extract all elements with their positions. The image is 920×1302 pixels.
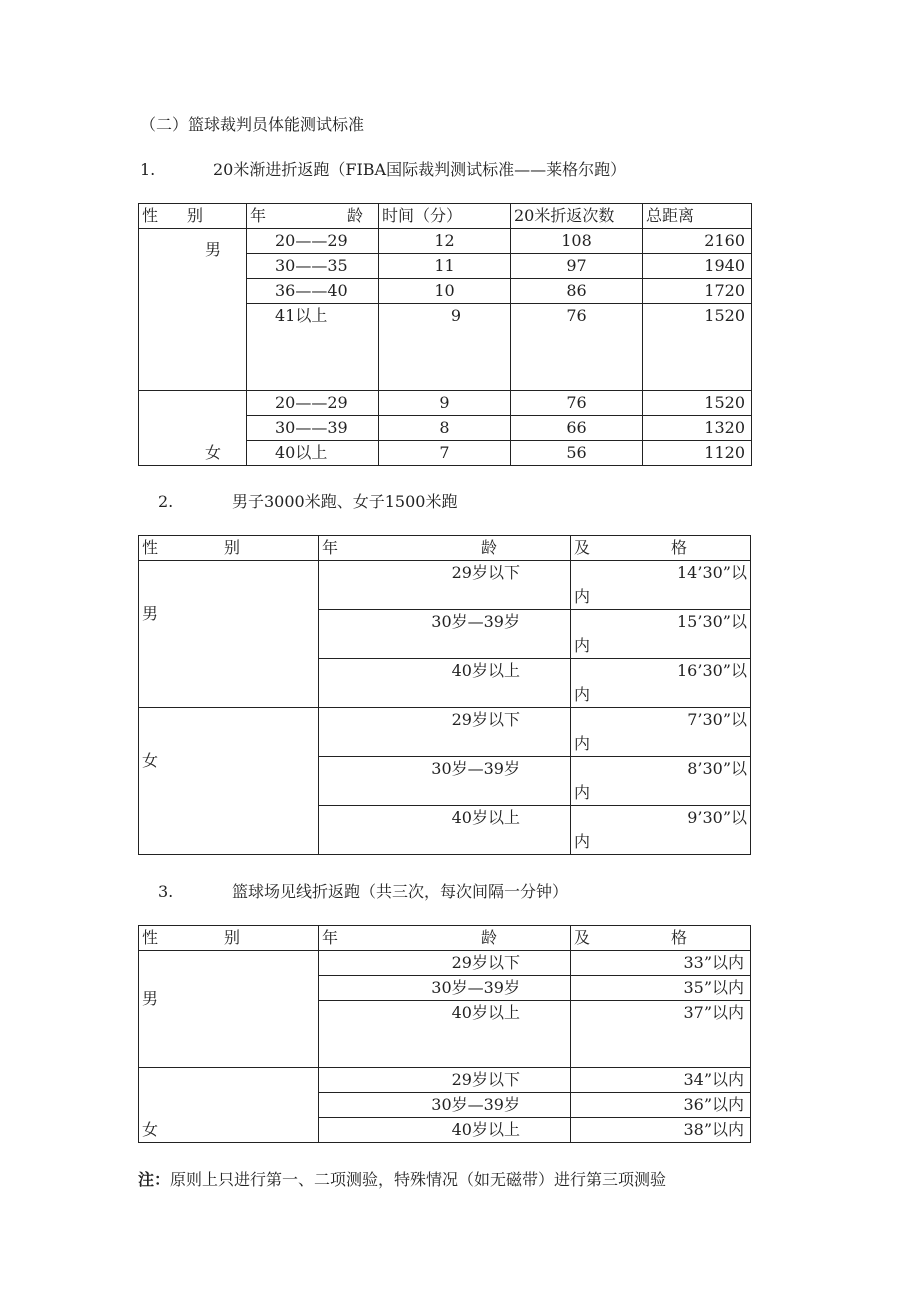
age-cell: 20——29 [247, 391, 379, 416]
header-gender: 性 别 [139, 536, 319, 561]
age-cell: 30岁—39岁 [319, 610, 571, 659]
table-row [139, 561, 751, 610]
age-cell: 40岁以上 [319, 659, 571, 708]
time-cell: 12 [379, 229, 511, 254]
table-row [139, 708, 751, 757]
distance-cell: 1940 [643, 254, 752, 279]
table-header-row [139, 204, 752, 229]
age-cell: 30——39 [247, 416, 379, 441]
age-cell: 29岁以下 [319, 1068, 571, 1093]
test-1-title: 20米渐进折返跑（FIBA国际裁判测试标准——莱格尔跑） [213, 160, 627, 179]
header-age: 年 龄 [247, 204, 379, 229]
test-3-number: 3. [158, 882, 174, 901]
test-1-number: 1. [140, 160, 156, 179]
age-cell: 40岁以上 [319, 1001, 571, 1068]
pass-cell: 16’30”以 内 [571, 659, 751, 708]
gender-cell-female: 女 [139, 391, 247, 466]
age-cell: 29岁以下 [319, 708, 571, 757]
age-cell: 30岁—39岁 [319, 976, 571, 1001]
table-row [139, 951, 751, 976]
shuttles-cell: 66 [511, 416, 643, 441]
age-cell: 40岁以上 [319, 806, 571, 855]
header-distance: 总距离 [643, 204, 752, 229]
age-cell: 30岁—39岁 [319, 757, 571, 806]
distance-cell: 1520 [643, 391, 752, 416]
pass-cell: 7’30”以 内 [571, 708, 751, 757]
age-cell: 40岁以上 [319, 1118, 571, 1143]
pass-cell: 37”以内 [571, 1001, 751, 1068]
time-cell: 8 [379, 416, 511, 441]
pass-cell: 14’30”以 内 [571, 561, 751, 610]
table-row [139, 229, 752, 254]
pass-cell: 35”以内 [571, 976, 751, 1001]
age-cell: 30——35 [247, 254, 379, 279]
gender-cell-female: 女 [139, 708, 319, 855]
header-pass: 及 格 [571, 536, 751, 561]
header-pass: 及 格 [571, 926, 751, 951]
gender-cell-female: 女 [139, 1068, 319, 1143]
footnote [138, 1170, 666, 1190]
pass-cell: 38”以内 [571, 1118, 751, 1143]
age-cell: 30岁—39岁 [319, 1093, 571, 1118]
table-row [139, 1068, 751, 1093]
shuttles-cell: 76 [511, 391, 643, 416]
shuttles-cell: 56 [511, 441, 643, 466]
footnote-text: 原则上只进行第一、二项测验，特殊情况（如无磁带）进行第三项测验 [170, 1170, 667, 1189]
pass-cell: 15’30”以 内 [571, 610, 751, 659]
table-header-row [139, 926, 751, 951]
age-cell: 40以上 [247, 441, 379, 466]
test-2-title: 男子3000米跑、女子1500米跑 [232, 492, 458, 511]
time-cell: 11 [379, 254, 511, 279]
distance-cell: 1720 [643, 279, 752, 304]
distance-cell: 2160 [643, 229, 752, 254]
header-age: 年 龄 [319, 536, 571, 561]
shuttles-cell: 86 [511, 279, 643, 304]
pass-cell: 34”以内 [571, 1068, 751, 1093]
gender-cell-male: 男 [139, 951, 319, 1068]
time-cell: 9 [379, 391, 511, 416]
table-header-row [139, 536, 751, 561]
test-2-number: 2. [158, 492, 174, 511]
section-title: （二）篮球裁判员体能测试标准 [140, 115, 365, 134]
header-gender: 性 别 [139, 204, 247, 229]
time-cell: 9 [379, 304, 511, 391]
pass-cell: 36”以内 [571, 1093, 751, 1118]
age-cell: 41以上 [247, 304, 379, 391]
footnote-label: 注： [138, 1170, 171, 1189]
shuttles-cell: 108 [511, 229, 643, 254]
test-2-table [138, 535, 751, 855]
gender-cell-male: 男 [139, 229, 247, 391]
distance-cell: 1120 [643, 441, 752, 466]
age-cell: 29岁以下 [319, 561, 571, 610]
pass-cell: 33”以内 [571, 951, 751, 976]
age-cell: 20——29 [247, 229, 379, 254]
test-3-title: 篮球场见线折返跑（共三次，每次间隔一分钟） [232, 882, 569, 901]
header-gender: 性 别 [139, 926, 319, 951]
time-cell: 7 [379, 441, 511, 466]
gender-cell-male: 男 [139, 561, 319, 708]
header-time: 时间（分） [379, 204, 511, 229]
distance-cell: 1320 [643, 416, 752, 441]
test-3-table [138, 925, 751, 1143]
header-age: 年 龄 [319, 926, 571, 951]
pass-cell: 9’30”以 内 [571, 806, 751, 855]
distance-cell: 1520 [643, 304, 752, 391]
age-cell: 29岁以下 [319, 951, 571, 976]
age-cell: 36——40 [247, 279, 379, 304]
pass-cell: 8’30”以 内 [571, 757, 751, 806]
table-row [139, 391, 752, 416]
shuttles-cell: 97 [511, 254, 643, 279]
test-1-table [138, 203, 752, 466]
shuttles-cell: 76 [511, 304, 643, 391]
header-shuttles: 20米折返次数 [511, 204, 643, 229]
time-cell: 10 [379, 279, 511, 304]
